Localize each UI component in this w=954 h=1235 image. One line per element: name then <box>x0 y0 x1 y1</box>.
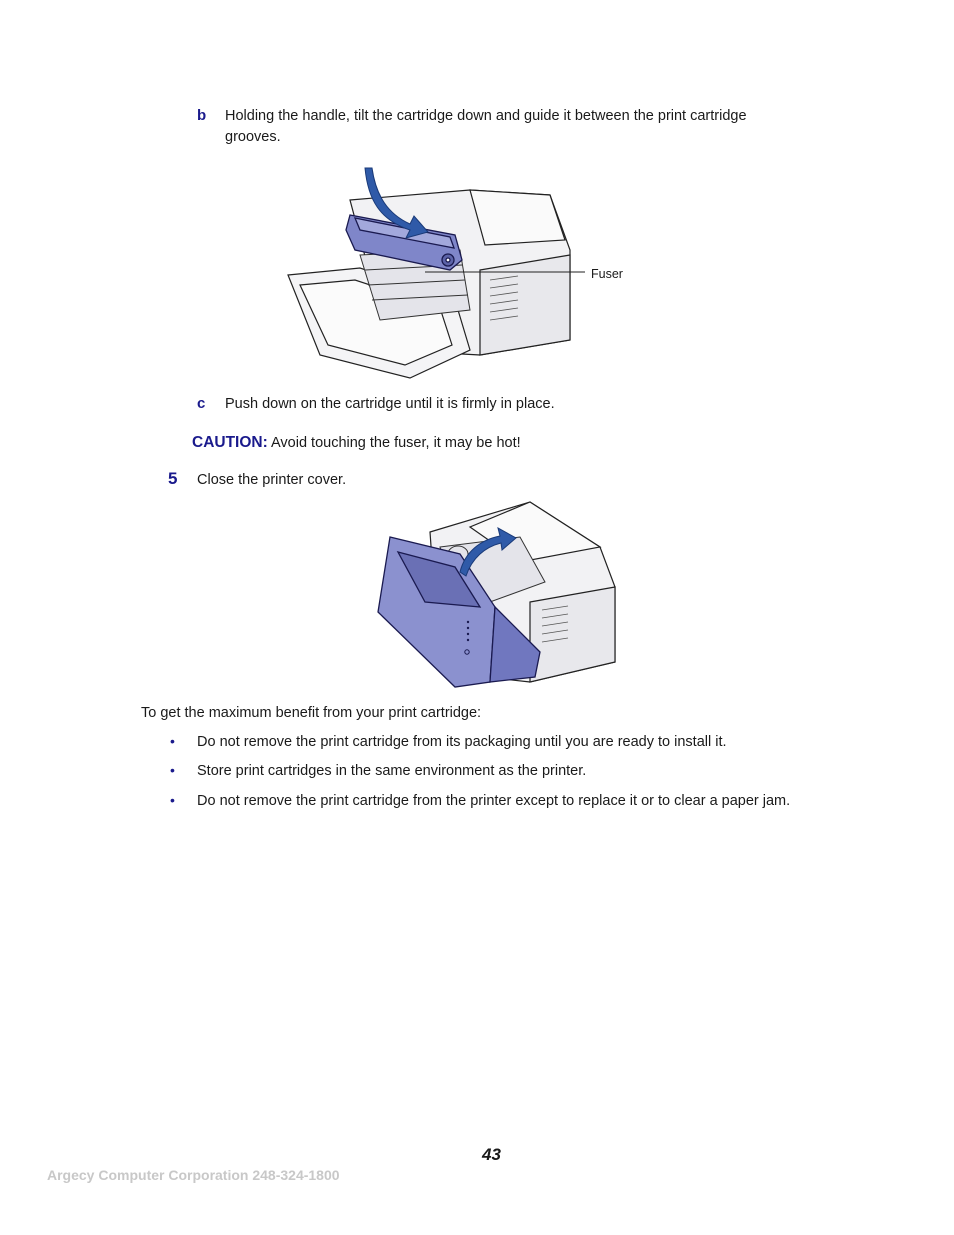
intro-text: To get the maximum benefit from your print cartridge: <box>141 705 482 721</box>
step-b-line1: Holding the handle, tilt the cartridge down and guide it between the print cartridge <box>225 108 747 124</box>
bullet-item-3: Do not remove the print cartridge from the printer except to replace it or to clear a paper jam. <box>197 793 791 809</box>
bullet-marker: • <box>170 762 175 778</box>
footer-text: Argecy Computer Corporation 248-324-1800 <box>47 1167 340 1183</box>
caution-text: Avoid touching the fuser, it may be hot! <box>271 435 521 451</box>
step-b-line2: grooves. <box>225 129 281 145</box>
step-b-text <box>225 106 825 148</box>
bullet-item-2: Store print cartridges in the same environment as the printer. <box>197 763 587 779</box>
caution-note <box>192 432 521 454</box>
bullet-marker: • <box>170 792 175 808</box>
step-marker-b: b <box>197 107 207 124</box>
step-marker-c: c <box>197 395 206 412</box>
fuser-callout: Fuser <box>591 267 623 281</box>
step-number-5: 5 <box>168 469 178 488</box>
figure-close-cover <box>370 492 620 692</box>
bullet-item-1: Do not remove the print cartridge from its packaging until you are ready to install it. <box>197 734 727 750</box>
caution-label: CAUTION: <box>192 434 268 451</box>
figure-cartridge-insertion <box>280 160 640 385</box>
page-number: 43 <box>482 1145 501 1164</box>
step-5-text: Close the printer cover. <box>197 472 347 488</box>
step-c-text: Push down on the cartridge until it is firmly in place. <box>225 396 555 412</box>
bullet-marker: • <box>170 733 175 749</box>
